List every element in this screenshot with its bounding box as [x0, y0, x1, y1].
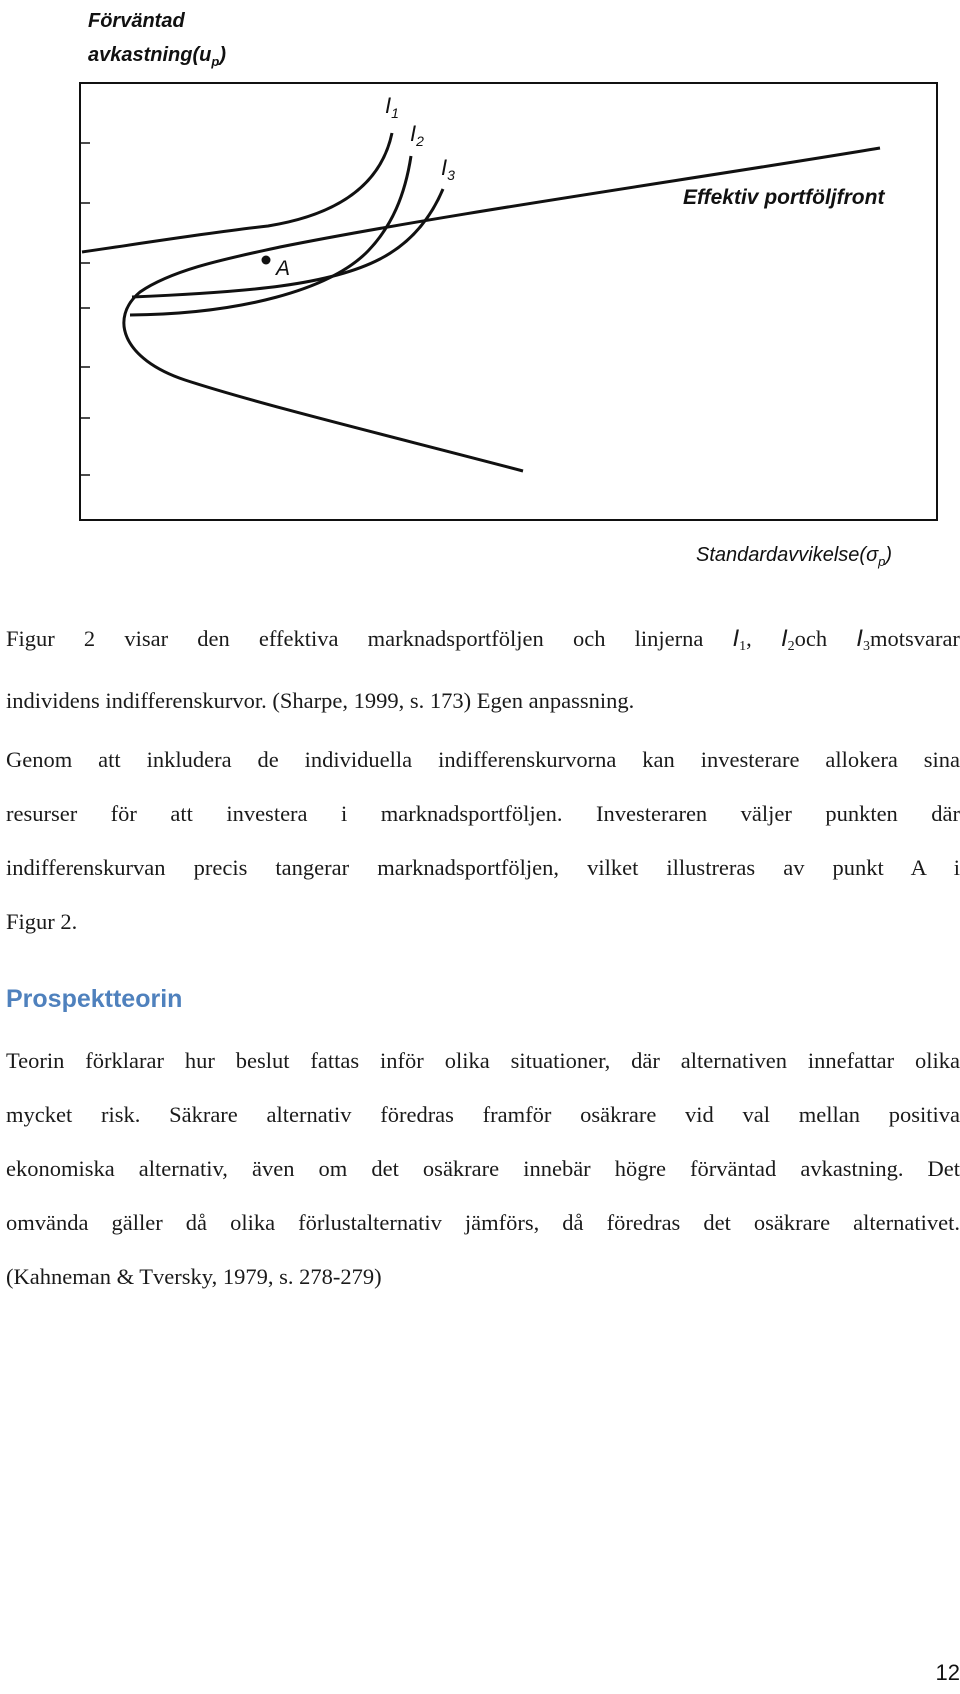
- caption-i2: I2och: [780, 625, 828, 654]
- paragraph-line: resurser för att investera i marknadsportföljen. Investeraren väljer punkten där: [6, 801, 960, 826]
- y-axis-label-line2: $avkastning(u_p)$: [88, 44, 226, 69]
- paragraph-line: indifferenskurvan precis tangerar marknadsportföljen, vilket illustreras av punkt A i: [6, 855, 960, 880]
- caption-line-1: Figur 2 visar den effektiva marknadsportföljen och linjerna I1, I2och I3motsvarar: [6, 612, 960, 674]
- figure-2: [0, 0, 960, 590]
- curve-i1-label: $I_1$: [385, 93, 399, 121]
- caption-line-2: individens indifferenskurvor. (Sharpe, 1999, s. 173) Egen anpassning.: [6, 688, 635, 713]
- y-axis-label-subscript: p: [211, 54, 220, 69]
- point-a-marker: [262, 256, 271, 265]
- y-axis-label-line1: Förväntad: [88, 10, 185, 32]
- x-axis-label: $Standardavvikelse(\sigma_p)$: [696, 544, 893, 569]
- plot-frame: [80, 83, 937, 520]
- paragraph-line: omvända gäller då olika förlustalternativ jämförs, då föredras det osäkrare alternativet.: [6, 1210, 960, 1235]
- point-a-label: A: [276, 257, 291, 280]
- figure-caption: [6, 612, 960, 728]
- paragraph-line: Teorin förklarar hur beslut fattas inför olika situationer, där alternativen innefattar olika: [6, 1048, 960, 1073]
- paragraph-2: [6, 1034, 960, 1304]
- frontier-label: Effektiv portföljfront: [683, 186, 885, 209]
- page-number: 12: [935, 1660, 960, 1685]
- section-heading: Prospektteorin: [6, 985, 183, 1013]
- paragraph-line: mycket risk. Säkrare alternativ föredras framför osäkrare vid val mellan positiva: [6, 1102, 960, 1127]
- paragraph-1: [6, 733, 960, 949]
- caption-i1: I1,: [732, 625, 752, 654]
- paragraph-line: Genom att inkludera de individuella indifferenskurvorna kan investerare allokera sina: [6, 747, 960, 772]
- x-axis-label-subscript: p: [878, 554, 886, 569]
- figure-plot: [0, 0, 960, 590]
- curve-i3-label: $I_3$: [441, 155, 455, 183]
- paragraph-line: Figur 2.: [6, 909, 78, 934]
- paragraph-line: (Kahneman & Tversky, 1979, s. 278-279): [6, 1264, 382, 1289]
- curve-i2-label: $I_2$: [410, 121, 424, 149]
- y-axis-ticks: [80, 143, 90, 475]
- paragraph-line: ekonomiska alternativ, även om det osäkrare innebär högre förväntad avkastning. Det: [6, 1156, 960, 1181]
- caption-i3: I3motsvarar: [856, 625, 960, 654]
